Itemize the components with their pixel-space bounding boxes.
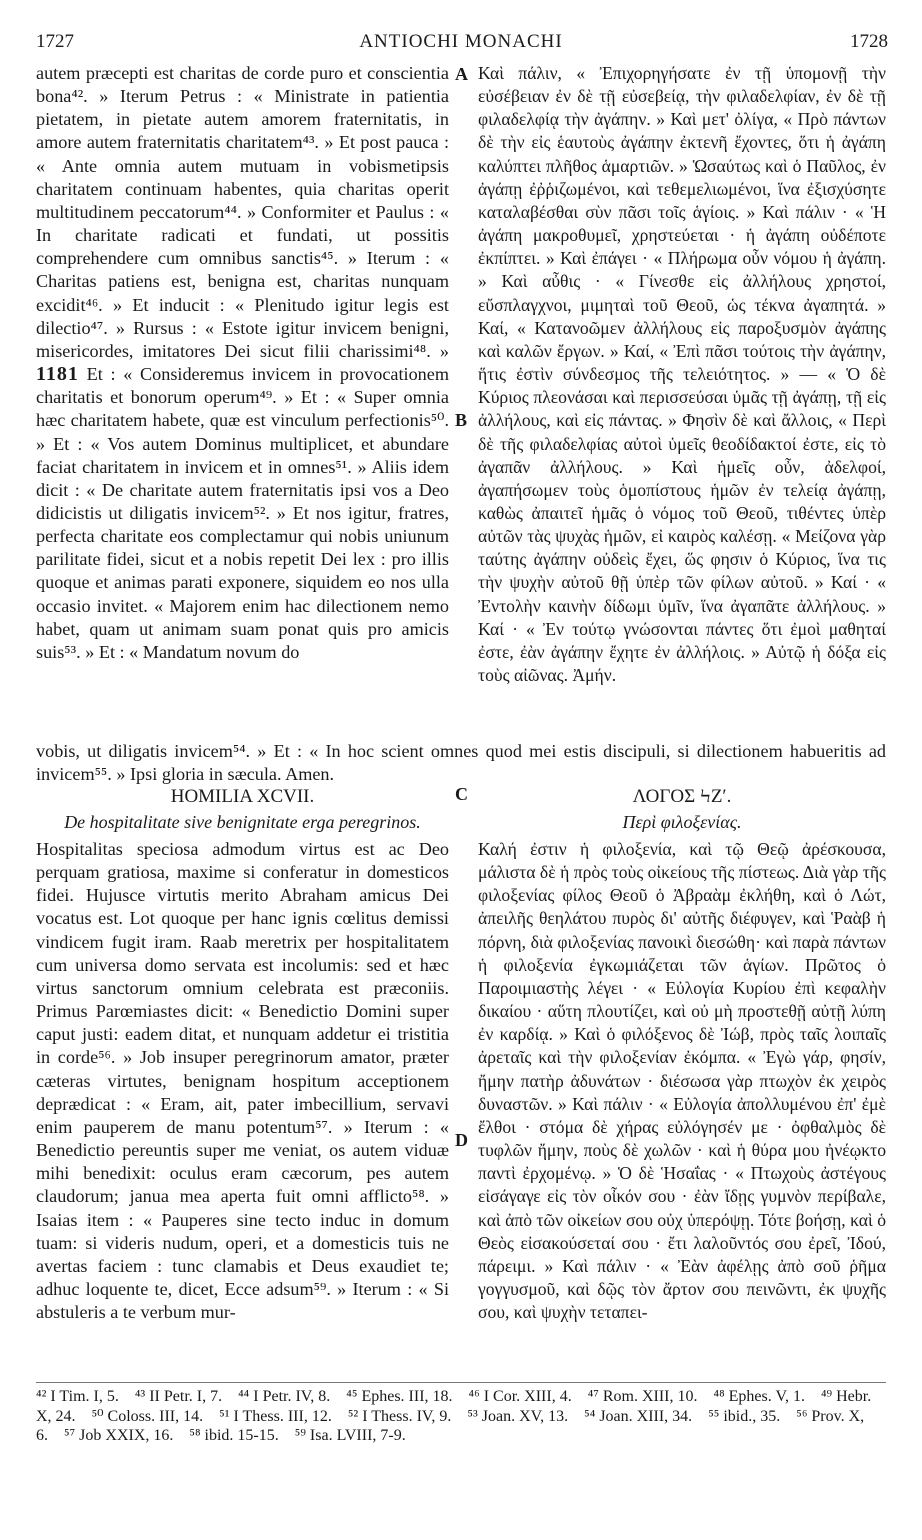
greek-homily-subtitle: Περὶ φιλοξενίας. xyxy=(622,812,742,832)
section-marker-c: C xyxy=(455,784,468,804)
footnote: ⁵¹ I Thess. III, 12. xyxy=(219,1407,332,1425)
running-title: ANTIOCHI MONACHI xyxy=(359,31,563,52)
footnotes xyxy=(36,1382,886,1446)
footnote: ⁴⁵ Ephes. III, 18. xyxy=(346,1388,453,1405)
footnote: ⁵⁹ Isa. LVIII, 7-9. xyxy=(294,1427,406,1444)
section-marker-a: A xyxy=(455,64,468,84)
section-marker-b: B xyxy=(455,410,468,430)
footnote: ⁵⁴ Joan. XIII, 34. xyxy=(584,1407,693,1425)
latin-text-top-continued: Et : « Consideremus invicem in provocationem charitatis et bonorum operum⁴⁹. » Et : « Super omnia hæc charitatem habete, quæ est vinculum perfectionis⁵⁰. » Et : « Vos autem Dominus multiplicet, et abundare faciat charitatem in invicem et in omnes⁵¹. » Aliis idem dicit : « De charitate autem fraternitatis ipsi vos a Deo didicistis ut diligatis invicem⁵². » Et nos igitur, fratres, perfecta charitate eos complectamur qui nobis uniunum parilitate fidei, sicut et a nobis repetit Dei lex : pro illis quoque et animas parati exponere, siquidem eo nos ulla occasio invitet. « Majorem enim hac dilectionem nemo habet, quam ut animam suam ponat quis pro amicis suis⁵³. » Et : « Mandatum novum do xyxy=(36,364,449,662)
footnote: ⁴² I Tim. I, 5. xyxy=(36,1388,119,1405)
footnote: ⁴⁶ I Cor. XIII, 4. xyxy=(468,1388,572,1405)
footnote: ⁵³ Joan. XV, 13. xyxy=(467,1407,569,1425)
footnote: ⁵² I Thess. IV, 9. xyxy=(347,1407,452,1425)
greek-column-top: Καὶ πάλιν, « Ἐπιχορηγήσατε ἐν τῇ ὑπομονῇ τὴν εὐσέβειαν ἐν δὲ τῇ εὐσεβείᾳ, τὴν φιλαδελφίαν, ἐν δὲ τῇ φιλαδελφίᾳ τὴν ἀγάπην. » Καὶ μετ' ὀλίγα, « Πρὸ πάντων δὲ τὴν εἰς ἑαυτοὺς ἀγάπην ἐκτενῆ ἔχοντες, ὅτι ἡ ἀγάπη καλύπτει πλῆθος ἁμαρτιῶν. » Ὡσαύτως καὶ ὁ Παῦλος, ἐν ἀγάπῃ ἐῤῥιζωμένοι, καὶ τεθεμελιωμένοι, ἵνα ἐξισχύσητε καταλαβέσθαι σὺν πᾶσι τοῖς ἁγίοις. » Καὶ πάλιν · « Ἡ ἀγάπη μακροθυμεῖ, χρηστεύεται · ἡ ἀγάπη οὐδέποτε ἐκπίπτει. » Καὶ ἐπάγει · « Πλήρωμα οὖν νόμου ἡ ἀγάπη. » Καὶ αὖθις · « Γίνεσθε εἰς ἀλλήλους χρηστοί, εὔσπλαγχνοι, μιμηταὶ τοῦ Θεοῦ, ὡς τέκνα ἀγαπητά. » Καί, « Κατανοῶμεν ἀλλήλους εἰς παροξυσμὸν ἀγάπης καὶ καλῶν ἔργων. » Καί, « Ἐπὶ πᾶσι τούτοις τὴν ἀγάπην, ἥτις ἐστὶν σύνδεσμος τῆς τελειότητος. » — « Ὁ δὲ Κύριος πλεονάσαι καὶ περισσεύσαι ὑμᾶς τῇ ἀγάπῃ, τῇ εἰς ἀλλήλους, καὶ εἰς πάντας. » Φησὶν δὲ καὶ ἄλλοις, « Περὶ δὲ τῆς φιλαδελφίας αὐτοὶ ὑμεῖς θεοδίδακτοί ἐστε, εἰς τὸ ἀγαπᾶν ἀλλήλους. » Καὶ ἡμεῖς οὖν, ἀδελφοί, ἀγαπήσωμεν τοὺς ὁμοπίστους ἡμῶν ἐν τελείᾳ ἀγάπῃ, καθὼς ἀπαιτεῖ ἡμᾶς ὁ νόμος τοῦ Θεοῦ, τιθέντες ὑπὲρ αὐτῶν τὰς ψυχὰς ἡμῶν, εἰ καιρὸς καλέσῃ. « Μείζονα γὰρ ταύτης ἀγάπην οὐδεὶς ἔχει, ὥς φησιν ὁ Κύριος, ἵνα τις τὴν ψυχὴν αὐτοῦ θῇ ὑπὲρ τῶν φίλων αὐτοῦ. » Καί · « Ἐντολὴν καινὴν δίδωμι ὑμῖν, ἵνα ἀγαπᾶτε ἀλλήλους. » Καί · « Ἐν τούτῳ γνώσονται πάντες ὅτι ἐμοὶ μαθηταί ἐστε, ἐὰν ἀγάπην ἔχητε ἐν ἀλλήλοις. » Αὐτῷ ἡ δόξα εἰς τοὺς αἰῶνας. Ἀμήν. xyxy=(478,63,886,686)
footnote: ⁵⁰ Coloss. III, 14. xyxy=(91,1407,204,1425)
latin-column-top xyxy=(36,62,449,664)
latin-homily-title: HOMILIA XCVII. xyxy=(170,786,315,807)
left-column-number: 1727 xyxy=(36,31,74,52)
footnote: ⁵⁵ ibid., 35. xyxy=(708,1407,781,1425)
section-marker-d: D xyxy=(455,1130,468,1150)
footnote: ⁴³ II Petr. I, 7. xyxy=(134,1388,223,1405)
latin-column-bottom: Hospitalitas speciosa admodum virtus est ac Deo perquam gratiosa, maxime si conferatur in domesticos fidei. Hujusce virtutis merito Abraham amicus Dei vocatus est. Lot quoque per hanc ignis cœlitus demissi vindicem fugit iram. Raab meretrix per hospitalitatem cum universa domo servata est incolumis: sed et hæc virtus sanctorum omnium celebrata est præconiis. Primus Parœmiastes dicit: « Benedictio Domini super caput justi: eadem ditat, et nunquam addetur ei tristitia in corde⁵⁶. » Job insuper peregrinorum amator, præter cæteras virtutes, benignam hospitum acceptionem deprædicat : « Eram, ait, pater imbecillium, servavi enim pauperem de manu potentum⁵⁷. » Iterum : « Benedictio pereuntis super me veniat, os autem viduæ mihi benedixit: oculus eram cæcorum, pes autem claudorum; janua mea aperta fuit omni afflicto⁵⁸. » Isaias item : « Pauperes sine tecto induc in domum tuam: si videris nudum, operi, et a domesticis tuis ne avertas faciem : tunc clamabis et Deus exaudiet te; adhuc loquente te, dicet, Ecce adsum⁵⁹. » Iterum : « Si abstuleris a te verbum mur- xyxy=(36,839,449,1323)
footnote: ⁴⁷ Rom. XIII, 10. xyxy=(587,1388,698,1405)
latin-homily-subtitle: De hospitalitate sive benignitate erga peregrinos. xyxy=(64,812,421,832)
latin-text-top: autem præcepti est charitas de corde puro et conscientia bona⁴². » Iterum Petrus : « Ministrate in patientia pietatem, in pietate autem amorem fraternitatis, in amore autem fraternitatis charitatem⁴³. » Et post pauca : « Ante omnia autem mutuam in vobismetipsis charitatem continuam habentes, quia charitas operit multitudinem peccatorum⁴⁴. » Conformiter et Paulus : « In charitate radicati et fundati, ut possitis comprehendere cum omnibus sanctis⁴⁵. » Iterum : « Charitas patiens est, benigna est, charitas nunquam excidit⁴⁶. » Et inducit : « Plenitudo igitur legis est dilectio⁴⁷. » Rursus : « Estote igitur invicem benigni, misericordes, imitatores Dei sicut filii charissimi⁴⁸. » xyxy=(36,63,449,361)
footnote: ⁴⁴ I Petr. IV, 8. xyxy=(238,1388,331,1405)
right-column-number: 1728 xyxy=(850,31,888,52)
greek-homily-title: ΛΟΓΟΣ ϞΖʹ. xyxy=(632,786,732,807)
footnote: ⁴⁹ Hebr. X, 24. xyxy=(36,1388,872,1425)
footnote: ⁴⁸ Ephes. V, 1. xyxy=(713,1388,805,1405)
migne-column-number: 1181 xyxy=(36,363,79,386)
greek-column-bottom: Καλή ἐστιν ἡ φιλοξενία, καὶ τῷ Θεῷ ἀρέσκουσα, μάλιστα δὲ ἡ πρὸς τοὺς οἰκείους τῆς πίστεως. Διὰ γὰρ τῆς φιλοξενίας φίλος Θεοῦ ὁ Ἀβραὰμ ἐκλήθη, καὶ ὁ Λώτ, ἀπειλῆς θεηλάτου πυρὸς δι' αὐτῆς διέφυγεν, καὶ Ῥαὰβ ἡ πόρνη, διὰ φιλοξενίας πανοικὶ διεσώθη· καὶ παρὰ πάντων ἡ φιλοξενία ἐγκωμιάζεται τῶν ἁγίων. Πρῶτος ὁ Παροιμιαστὴς λέγει · « Εὐλογία Κυρίου ἐπὶ κεφαλὴν δικαίου · αὕτη πλουτίζει, καὶ οὐ μὴ προστεθῇ αὐτῇ λύπη ἐν καρδίᾳ. » Καὶ ὁ φιλόξενος δὲ Ἰώβ, πρὸς ταῖς λοιπαῖς ἀρεταῖς καὶ τὴν φιλοξενίαν ἐκόμπα. « Ἐγὼ γάρ, φησίν, ἤμην πατὴρ ἀδυνάτων · διέσωσα γὰρ πτωχὸν ἐκ χειρὸς δυναστῶν. » Καὶ πάλιν · « Εὐλογία ἀπολλυμένου ἐπ' ἐμὲ ἔλθοι · στόμα δὲ χήρας εὐλόγησέν με · ὀφθαλμὸς δὲ τυφλῶν ἤμην, ποὺς δὲ χωλῶν · καὶ ἡ θύρα μου ἠνέῳκτο παντὶ ἐρχομένῳ. » Ὁ δὲ Ἡσαΐας · « Πτωχοὺς ἀστέγους εἰσάγαγε εἰς τὸν οἶκόν σου · ἐὰν ἴδῃς γυμνὸν περίβαλε, καὶ ἀπὸ τῶν οἰκείων σου οὐχ ὑπερόψῃ. Τότε βοήσῃ, καὶ ὁ Θεὸς εἰσακούσεταί σου · ἔτι λαλοῦντός σου ἐρεῖ, Ἰδού, πάρειμι. » Καὶ πάλιν · « Ἐὰν ἀφέλῃς ἀπὸ σοῦ ῥῆμα γογγυσμοῦ, καὶ δῷς τὸν ἄρτον σου πεινῶντι, ἐκ ψυχῆς σου, καὶ ψυχὴν τεταπει- xyxy=(478,839,886,1323)
footnote: ⁵⁷ Job XXIX, 16. xyxy=(64,1427,174,1444)
footnote: ⁵⁸ ibid. 15-15. xyxy=(189,1427,279,1444)
full-width-continuation: vobis, ut diligatis invicem⁵⁴. » Et : « In hoc scient omnes quod mei estis discipuli, si dilectionem habueritis ad invicem⁵⁵. » Ipsi gloria in sæcula. Amen. xyxy=(36,741,886,785)
footnote: ⁵⁶ Prov. X, 6. xyxy=(36,1407,865,1444)
